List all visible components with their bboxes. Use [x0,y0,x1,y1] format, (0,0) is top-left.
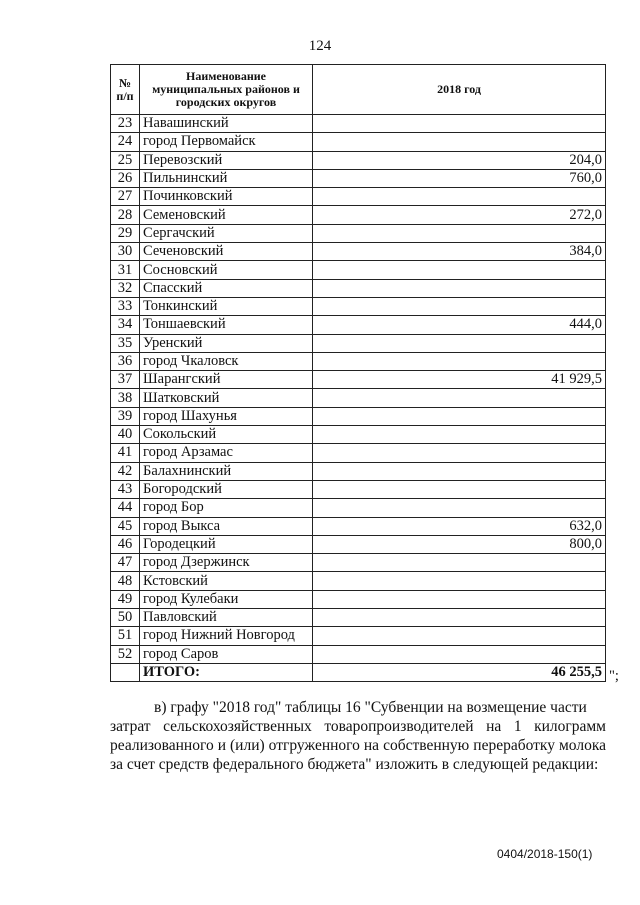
row-name: Починковский [140,188,313,206]
table-row [111,627,606,645]
row-name: Тонкинский [140,297,313,315]
header-name: Наименование муниципальных районов и городских округов [140,65,313,115]
table-row [111,572,606,590]
row-value [313,115,606,133]
row-name: Уренский [140,334,313,352]
row-value [313,188,606,206]
row-value [313,609,606,627]
row-number: 32 [111,279,140,297]
row-name: Павловский [140,609,313,627]
table-row [111,462,606,480]
table-row [111,480,606,498]
row-value: 41 929,5 [313,371,606,389]
table-row [111,609,606,627]
table-row [111,297,606,315]
row-name: Сокольский [140,426,313,444]
row-name: Кстовский [140,572,313,590]
row-name: Шарангский [140,371,313,389]
table-row [111,224,606,242]
total-value: 46 255,5 [313,663,606,681]
table-row [111,426,606,444]
row-number: 33 [111,297,140,315]
row-value: 204,0 [313,151,606,169]
closing-quote: "; [609,668,619,684]
row-name: город Первомайск [140,133,313,151]
document-code: 0404/2018-150(1) [497,847,593,861]
table-row [111,535,606,553]
row-number: 24 [111,133,140,151]
row-number: 52 [111,645,140,663]
table-row [111,499,606,517]
header-year: 2018 год [313,65,606,115]
row-name: город Саров [140,645,313,663]
table-row [111,279,606,297]
row-number: 30 [111,243,140,261]
row-name: Спасский [140,279,313,297]
total-row [111,663,606,681]
row-value [313,590,606,608]
row-number: 42 [111,462,140,480]
table-row [111,334,606,352]
row-number: 35 [111,334,140,352]
row-name: Сеченовский [140,243,313,261]
table-row [111,316,606,334]
row-number: 23 [111,115,140,133]
row-number: 27 [111,188,140,206]
row-number: 50 [111,609,140,627]
row-value: 444,0 [313,316,606,334]
row-name: город Бор [140,499,313,517]
row-name: Перевозский [140,151,313,169]
row-value [313,554,606,572]
row-value: 760,0 [313,169,606,187]
row-value: 800,0 [313,535,606,553]
row-name: город Нижний Новгород [140,627,313,645]
row-value [313,279,606,297]
row-number: 41 [111,444,140,462]
row-value [313,261,606,279]
table-row [111,645,606,663]
row-name: город Дзержинск [140,554,313,572]
row-number: 43 [111,480,140,498]
row-name: Навашинский [140,115,313,133]
row-value [313,389,606,407]
row-number: 40 [111,426,140,444]
row-number: 38 [111,389,140,407]
row-name: Сосновский [140,261,313,279]
row-name: Семеновский [140,206,313,224]
table-row [111,444,606,462]
row-value [313,627,606,645]
table-row [111,371,606,389]
row-name: город Арзамас [140,444,313,462]
row-name: Тоншаевский [140,316,313,334]
row-number: 46 [111,535,140,553]
row-number: 49 [111,590,140,608]
table-row [111,169,606,187]
table-row [111,389,606,407]
row-name: Богородский [140,480,313,498]
row-number: 47 [111,554,140,572]
row-value: 384,0 [313,243,606,261]
row-value [313,352,606,370]
table-row [111,115,606,133]
table-row [111,206,606,224]
row-value [313,480,606,498]
row-number: 39 [111,407,140,425]
row-number: 29 [111,224,140,242]
table-row [111,151,606,169]
row-value [313,572,606,590]
data-table [110,64,606,682]
row-number: 48 [111,572,140,590]
paragraph-rest: затрат сельскохозяйственных товаропроизводителей на 1 килограмм реализованного и (или) отгруженного на собственную переработку молока за счет средств федерального бюджета" изложить в следующей редакции: [110,718,606,773]
row-number: 51 [111,627,140,645]
table-row [111,517,606,535]
row-number: 31 [111,261,140,279]
paragraph-first-line: в) графу "2018 год" таблицы 16 "Субвенции на возмещение части [154,699,587,716]
row-name: Шатковский [140,389,313,407]
row-name: Сергачский [140,224,313,242]
row-number: 34 [111,316,140,334]
row-value [313,133,606,151]
total-label: ИТОГО: [140,663,313,681]
table-row [111,243,606,261]
total-num-cell [111,663,140,681]
table-row [111,133,606,151]
row-name: город Кулебаки [140,590,313,608]
row-name: Балахнинский [140,462,313,480]
table-row [111,554,606,572]
row-value: 272,0 [313,206,606,224]
row-name: город Шахунья [140,407,313,425]
table-row [111,261,606,279]
table-row [111,188,606,206]
row-value: 632,0 [313,517,606,535]
row-number: 26 [111,169,140,187]
row-name: Городецкий [140,535,313,553]
row-value [313,224,606,242]
row-value [313,334,606,352]
table-header-row [111,65,606,115]
row-number: 36 [111,352,140,370]
row-value [313,462,606,480]
body-paragraph [110,698,606,774]
row-value [313,645,606,663]
page-number: 124 [308,38,332,54]
row-value [313,499,606,517]
table-row [111,590,606,608]
header-num: № п/п [111,65,140,115]
table-row [111,352,606,370]
row-number: 44 [111,499,140,517]
table-row [111,407,606,425]
row-value [313,444,606,462]
row-name: Пильнинский [140,169,313,187]
row-number: 37 [111,371,140,389]
row-name: город Выкса [140,517,313,535]
table-body [111,115,606,664]
row-number: 45 [111,517,140,535]
row-value [313,426,606,444]
row-name: город Чкаловск [140,352,313,370]
row-number: 25 [111,151,140,169]
row-value [313,297,606,315]
row-value [313,407,606,425]
row-number: 28 [111,206,140,224]
